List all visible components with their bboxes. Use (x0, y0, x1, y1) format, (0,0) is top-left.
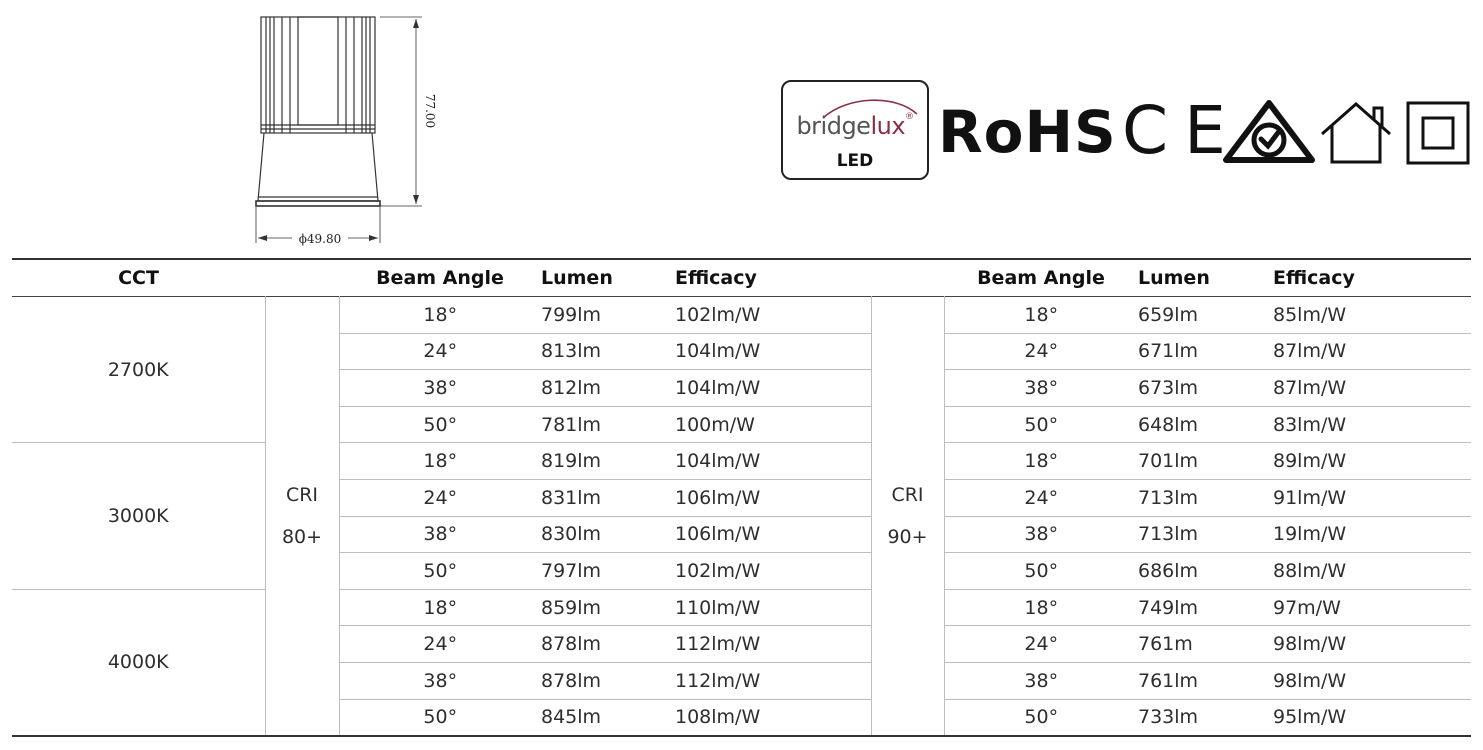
beam-angle-cri90-cell: 38° (944, 516, 1138, 553)
efficacy-cri80-cell: 102lm/W (675, 553, 871, 590)
efficacy-cri80-cell: 104lm/W (675, 443, 871, 480)
lumen-cri90-cell: 671lm (1138, 333, 1273, 370)
lumen-cri80-cell: 845lm (541, 699, 675, 736)
beam-angle-cri80-cell: 50° (339, 406, 541, 443)
cri-90-value: 90+ (887, 526, 928, 549)
efficacy-cri80-cell: 108lm/W (675, 699, 871, 736)
beam-angle-cri80-cell: 38° (339, 370, 541, 407)
efficacy-cri80-cell: 106lm/W (675, 479, 871, 516)
cri-80-value: 80+ (281, 526, 323, 549)
lumen-cri80-cell: 799lm (541, 303, 602, 326)
beam-angle-cri90-cell: 50° (944, 553, 1138, 590)
efficacy-cri90-cell: 87lm/W (1273, 370, 1471, 407)
efficacy-cri80-cell: 106lm/W (675, 516, 871, 553)
lumen-cri80-cell: 797lm (541, 553, 675, 590)
beam-angle-cri80-cell: 38° (339, 516, 541, 553)
beam-angle-cri90-cell: 18° (944, 589, 1138, 626)
cri-90-label: CRI (891, 484, 924, 507)
efficacy-cri90-cell: 98lm/W (1273, 662, 1471, 699)
lumen-cri90-cell: 713lm (1138, 479, 1273, 516)
cct-cell: 2700K (12, 297, 265, 443)
efficacy-cri90-cell: 97m/W (1273, 589, 1471, 626)
header-beam-angle-cri90: Beam Angle (977, 267, 1105, 289)
efficacy-cri90-cell: 98lm/W (1273, 626, 1471, 663)
lumen-cri90-cell: 713lm (1138, 516, 1273, 553)
rohs-logo: RoHS (938, 98, 1117, 166)
table-body (12, 297, 1471, 737)
bridgelux-word-lux: lux (870, 112, 906, 140)
lumen-cri90-cell: 701lm (1138, 443, 1273, 480)
table-row (12, 443, 1471, 480)
efficacy-cri80-cell: 102lm/W (675, 303, 761, 326)
efficacy-cri90-cell: 85lm/W (1273, 303, 1347, 326)
lumen-specification-table (12, 258, 1471, 737)
lumen-cri90-cell: 659lm (1138, 303, 1199, 326)
lumen-cri90-cell: 673lm (1138, 370, 1273, 407)
efficacy-cri80-cell: 112lm/W (675, 626, 871, 663)
header-cri-right-spacer (871, 259, 944, 297)
header-efficacy-cri90: Efficacy (1273, 267, 1355, 289)
beam-angle-cri80-cell: 18° (423, 303, 458, 326)
header-beam-angle-cri80: Beam Angle (376, 267, 504, 289)
table-row (12, 297, 1471, 334)
lumen-cri80-cell: 781lm (541, 406, 675, 443)
cri-80-label: CRI (285, 484, 319, 507)
cri-80-cell (265, 297, 339, 737)
efficacy-cri80-cell: 110lm/W (675, 589, 871, 626)
header-efficacy-cri80: Efficacy (675, 267, 757, 289)
lumen-cri90-cell: 648lm (1138, 406, 1273, 443)
beam-angle-cri80-cell: 24° (339, 626, 541, 663)
lumen-cri80-cell: 812lm (541, 370, 675, 407)
table-row (12, 589, 1471, 626)
beam-angle-cri90-cell: 38° (944, 662, 1138, 699)
header-cri-left-spacer (265, 259, 339, 297)
efficacy-cri90-cell: 95lm/W (1273, 699, 1471, 736)
beam-angle-cri90-cell: 24° (944, 479, 1138, 516)
beam-angle-cri80-cell: 50° (339, 699, 541, 736)
efficacy-cri80-cell: 100m/W (675, 406, 871, 443)
ce-mark-logo: CE (1122, 92, 1242, 169)
efficacy-cri80-cell: 112lm/W (675, 662, 871, 699)
product-dimension-drawing (230, 5, 450, 255)
class-ii-double-square-icon (1405, 100, 1471, 166)
indoor-use-house-icon (1318, 100, 1394, 166)
lumen-cri80-cell: 878lm (541, 626, 675, 663)
lumen-cri80-cell: 830lm (541, 516, 675, 553)
height-dimension-label: 77.00 (423, 93, 437, 129)
cct-cell: 4000K (12, 589, 265, 736)
beam-angle-cri90-cell: 24° (944, 626, 1138, 663)
lumen-cri90-cell: 686lm (1138, 553, 1273, 590)
beam-angle-cri90-cell: 18° (944, 443, 1138, 480)
efficacy-cri80-cell: 104lm/W (675, 370, 871, 407)
efficacy-cri90-cell: 83lm/W (1273, 406, 1471, 443)
beam-angle-cri90-cell: 24° (944, 333, 1138, 370)
rcm-triangle-check-icon (1222, 98, 1316, 164)
lumen-cri90-cell: 733lm (1138, 699, 1273, 736)
table-header-row (12, 259, 1471, 297)
beam-angle-cri80-cell: 38° (339, 662, 541, 699)
beam-angle-cri80-cell: 18° (339, 589, 541, 626)
lumen-cri80-cell: 813lm (541, 333, 675, 370)
lumen-cri90-cell: 749lm (1138, 589, 1273, 626)
beam-angle-cri90-cell: 18° (1024, 303, 1059, 326)
bridgelux-registered-mark: ® (905, 112, 914, 122)
diameter-dimension-label: ϕ49.80 (298, 232, 342, 246)
efficacy-cri90-cell: 87lm/W (1273, 333, 1471, 370)
efficacy-cri80-cell: 104lm/W (675, 333, 871, 370)
beam-angle-cri90-cell: 38° (944, 370, 1138, 407)
header-cct: CCT (118, 267, 159, 289)
efficacy-cri90-cell: 19lm/W (1273, 516, 1471, 553)
lumen-cri80-cell: 831lm (541, 479, 675, 516)
downlight-module-outline (256, 17, 422, 243)
beam-angle-cri80-cell: 50° (339, 553, 541, 590)
beam-angle-cri90-cell: 50° (944, 699, 1138, 736)
bridgelux-led-text: LED (836, 151, 874, 171)
bridgelux-led-logo (781, 80, 929, 180)
lumen-cri80-cell: 819lm (541, 443, 675, 480)
lumen-cri80-cell: 859lm (541, 589, 675, 626)
lumen-cri80-cell: 878lm (541, 662, 675, 699)
beam-angle-cri80-cell: 24° (339, 333, 541, 370)
beam-angle-cri90-cell: 50° (944, 406, 1138, 443)
cri-90-cell (871, 297, 944, 737)
lumen-cri90-cell: 761m (1138, 626, 1273, 663)
beam-angle-cri80-cell: 18° (339, 443, 541, 480)
efficacy-cri90-cell: 88lm/W (1273, 553, 1471, 590)
bridgelux-wordmark (783, 112, 927, 140)
efficacy-cri90-cell: 89lm/W (1273, 443, 1471, 480)
lumen-cri90-cell: 761lm (1138, 662, 1273, 699)
efficacy-cri90-cell: 91lm/W (1273, 479, 1471, 516)
bridgelux-word-bridge: bridge (796, 112, 871, 140)
cct-cell: 3000K (12, 443, 265, 589)
header-lumen-cri90: Lumen (1138, 267, 1210, 289)
header-lumen-cri80: Lumen (541, 267, 613, 289)
beam-angle-cri80-cell: 24° (339, 479, 541, 516)
